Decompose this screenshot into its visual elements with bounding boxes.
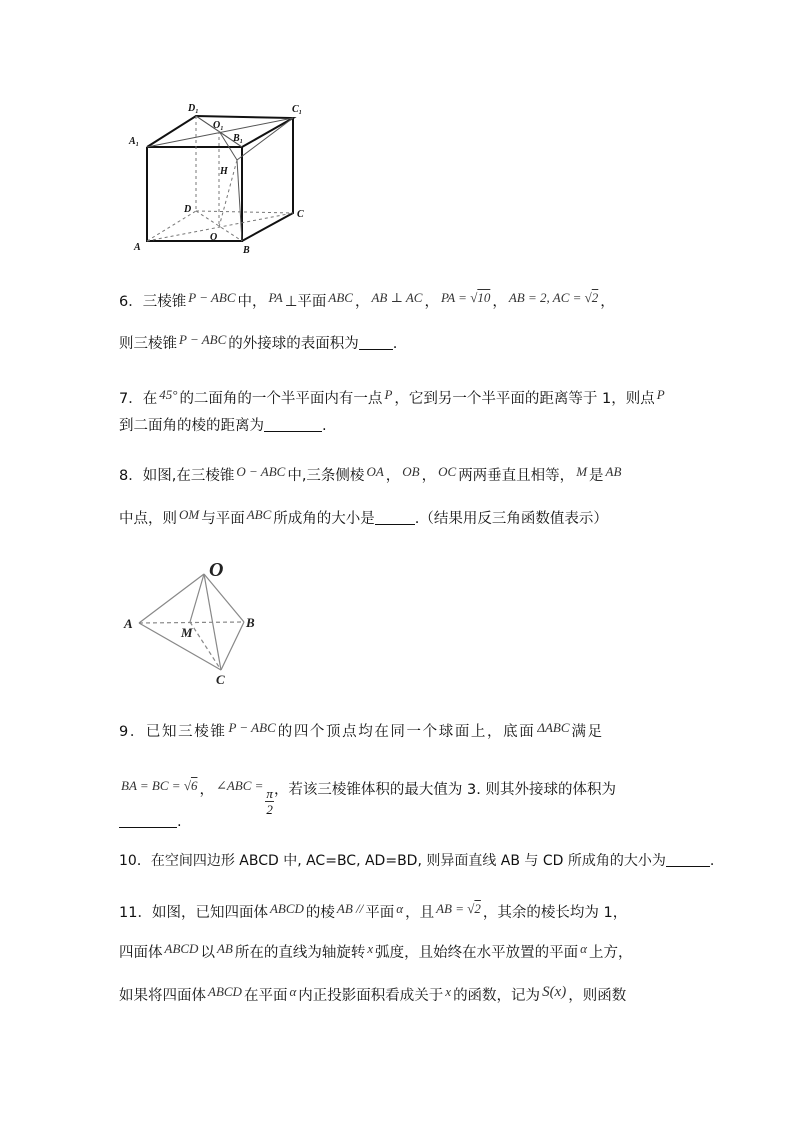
- q11-line2: 四面体 ABCD 以 AB 所在的直线为轴旋转 x 弧度，且始终在水平放置的平面 α 上方，: [119, 941, 633, 961]
- label-d1: D₁: [188, 103, 199, 114]
- label-o1: O₁: [213, 120, 224, 131]
- tetrahedron-figure: [120, 555, 270, 690]
- answer-blank: [666, 854, 710, 867]
- label-c: C: [297, 209, 304, 220]
- q9-line2: BA = BC = √6 ， ∠ABC = $\frac{\pi}{2}$ ，若该三棱锥体积的最大值为 3. 则其外接球的体积为: [121, 778, 616, 817]
- label-h: H: [220, 166, 228, 177]
- q7-line2: 到二面角的棱的距离为 .: [119, 418, 327, 434]
- label-a: A: [134, 242, 141, 253]
- label-a1: A₁: [129, 136, 140, 147]
- label-d: D: [184, 204, 192, 215]
- q8-line2: 中点，则 OM 与平面 ABC 所成角的大小是 .（结果用反三角函数值表示）: [119, 507, 608, 527]
- fraction: $\frac{\pi}{2}$: [266, 786, 273, 817]
- answer-blank: [359, 337, 393, 350]
- label-b: B: [246, 615, 255, 630]
- label-m: M: [181, 625, 193, 640]
- answer-blank: [375, 512, 415, 525]
- q11-line1: 11．如图，已知四面体 ABCD 的棱 AB // 平面 α ，且 AB = √2 ，其余的棱长均为 1，: [119, 901, 628, 921]
- cube-figure: [125, 98, 315, 258]
- answer-blank: [119, 815, 177, 828]
- label-c: C: [216, 672, 225, 687]
- q6-line1: 6．三棱锥 P − ABC 中， PA ⊥平面 ABC ， AB ⊥ AC ， PA = √10 ， AB = 2, AC = √2 ，: [119, 290, 615, 310]
- label-b: B: [243, 245, 250, 256]
- q11-line3: 如果将四面体 ABCD 在平面 α 内正投影面积看成关于 x 的函数，记为 S(x) ，则函数: [119, 984, 627, 1004]
- q9-line1: 9．已知三棱锥 P − ABC 的四个顶点均在同一个球面上，底面 ΔABC 满足: [119, 720, 604, 740]
- label-b1: B₁: [233, 133, 244, 144]
- q7-line1: 7．在 45° 的二面角的一个半平面内有一点 P ，它到另一个半平面的距离等于 1，则点 P: [119, 387, 665, 407]
- q6-line2: 则三棱锥 P − ABC 的外接球的表面积为 .: [119, 332, 398, 352]
- label-c1: C₁: [292, 104, 303, 115]
- q8-line1: 8．如图,在三棱锥 O − ABC 中,三条侧棱 OA ， OB ， OC 两两垂直且相等， M 是 AB: [119, 464, 622, 484]
- q10-line1: 10．在空间四边形 ABCD 中, AC=BC, AD=BD, 则异面直线 AB 与 CD 所成角的大小为 .: [119, 853, 715, 869]
- label-a: A: [124, 616, 133, 631]
- label-o: O: [210, 232, 218, 243]
- q9-line3: .: [119, 812, 689, 832]
- answer-blank: [264, 419, 322, 432]
- label-o: O: [209, 559, 224, 581]
